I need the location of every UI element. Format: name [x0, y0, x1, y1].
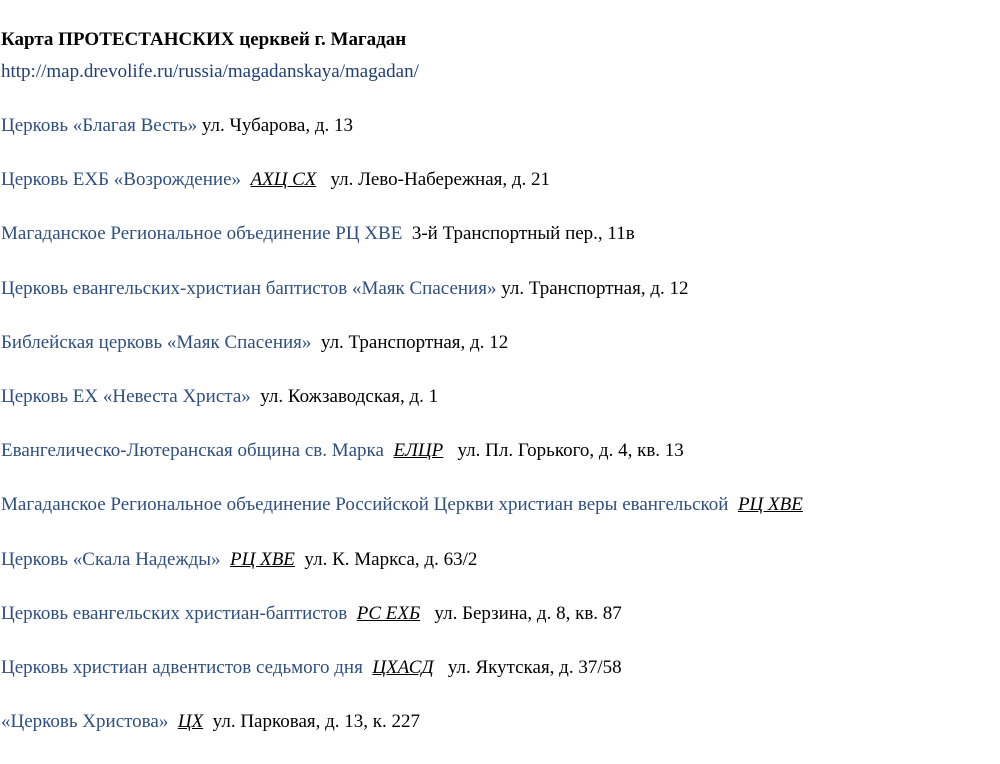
church-entry [1, 656, 996, 710]
church-address: ул. Якутская, д. 37/58 [447, 656, 622, 678]
church-entry [1, 710, 996, 764]
church-name-link[interactable]: Магаданское Региональное объединение РЦ ХВЕ [1, 223, 403, 245]
church-name-link[interactable]: Библейская церковь «Маяк Спасения» [1, 331, 312, 353]
denomination-link[interactable]: РС ЕХБ [356, 602, 421, 624]
denomination-link[interactable]: РЦ ХВЕ [230, 548, 295, 570]
church-address: ул. Транспортная, д. 12 [501, 277, 689, 299]
church-entry [1, 602, 996, 656]
church-entry [1, 548, 996, 602]
church-address: ул. Парковая, д. 13, к. 227 [212, 711, 421, 733]
church-name-link[interactable]: Церковь ЕХ «Невеста Христа» [1, 385, 251, 407]
denomination-link[interactable]: ЦХ [177, 711, 204, 733]
church-entry [1, 168, 996, 222]
church-entry [1, 114, 996, 168]
church-name-link[interactable]: Магаданское Региональное объединение Российской Церкви христиан веры евангельской [1, 494, 729, 516]
church-name-link[interactable]: Церковь евангельских христиан-баптистов [1, 602, 348, 624]
church-address: ул. Пл. Горького, д. 4, кв. 13 [457, 440, 684, 462]
denomination-link[interactable]: ЦХАСД [372, 656, 434, 678]
church-address: ул. Кожзаводская, д. 1 [260, 385, 439, 407]
church-name-link[interactable]: Евангелическо-Лютеранская община св. Марка [1, 440, 384, 462]
church-name-link[interactable]: Церковь христиан адвентистов седьмого дня [1, 656, 363, 678]
document-title: Карта ПРОТЕСТАНСКИХ церквей г. Магадан [1, 29, 407, 50]
church-name-link[interactable]: Церковь «Скала Надежды» [1, 548, 221, 570]
church-address: ул. К. Маркса, д. 63/2 [304, 548, 478, 570]
church-entry [1, 385, 996, 439]
church-entry [1, 439, 996, 493]
church-name-link[interactable]: Церковь евангельских-христиан баптистов «Маяк Спасения» [1, 277, 497, 299]
church-name-link[interactable]: Церковь ЕХБ «Возрождение» [1, 169, 241, 191]
church-name-link[interactable]: «Церковь Христова» [1, 711, 169, 733]
church-entry [1, 331, 996, 385]
church-address: 3-й Транспортный пер., 11в [411, 223, 635, 245]
church-address: ул. Берзина, д. 8, кв. 87 [434, 602, 622, 624]
church-name-link[interactable]: Церковь «Благая Весть» [1, 115, 198, 136]
church-address: ул. Транспортная, д. 12 [320, 331, 509, 353]
denomination-link[interactable]: АХЦ СХ [250, 169, 317, 191]
church-entry [1, 493, 996, 547]
denomination-link[interactable]: ЕЛЦР [393, 440, 444, 462]
church-address: ул. Лево-Набережная, д. 21 [330, 169, 551, 191]
church-entry [1, 277, 996, 331]
source-url-link[interactable]: http://map.drevolife.ru/russia/magadanskaya/magadan/ [1, 61, 419, 82]
denomination-link[interactable]: РЦ ХВЕ [737, 494, 803, 516]
church-entry [1, 222, 996, 276]
church-address: ул. Чубарова, д. 13 [201, 115, 353, 136]
church-list [1, 114, 996, 764]
